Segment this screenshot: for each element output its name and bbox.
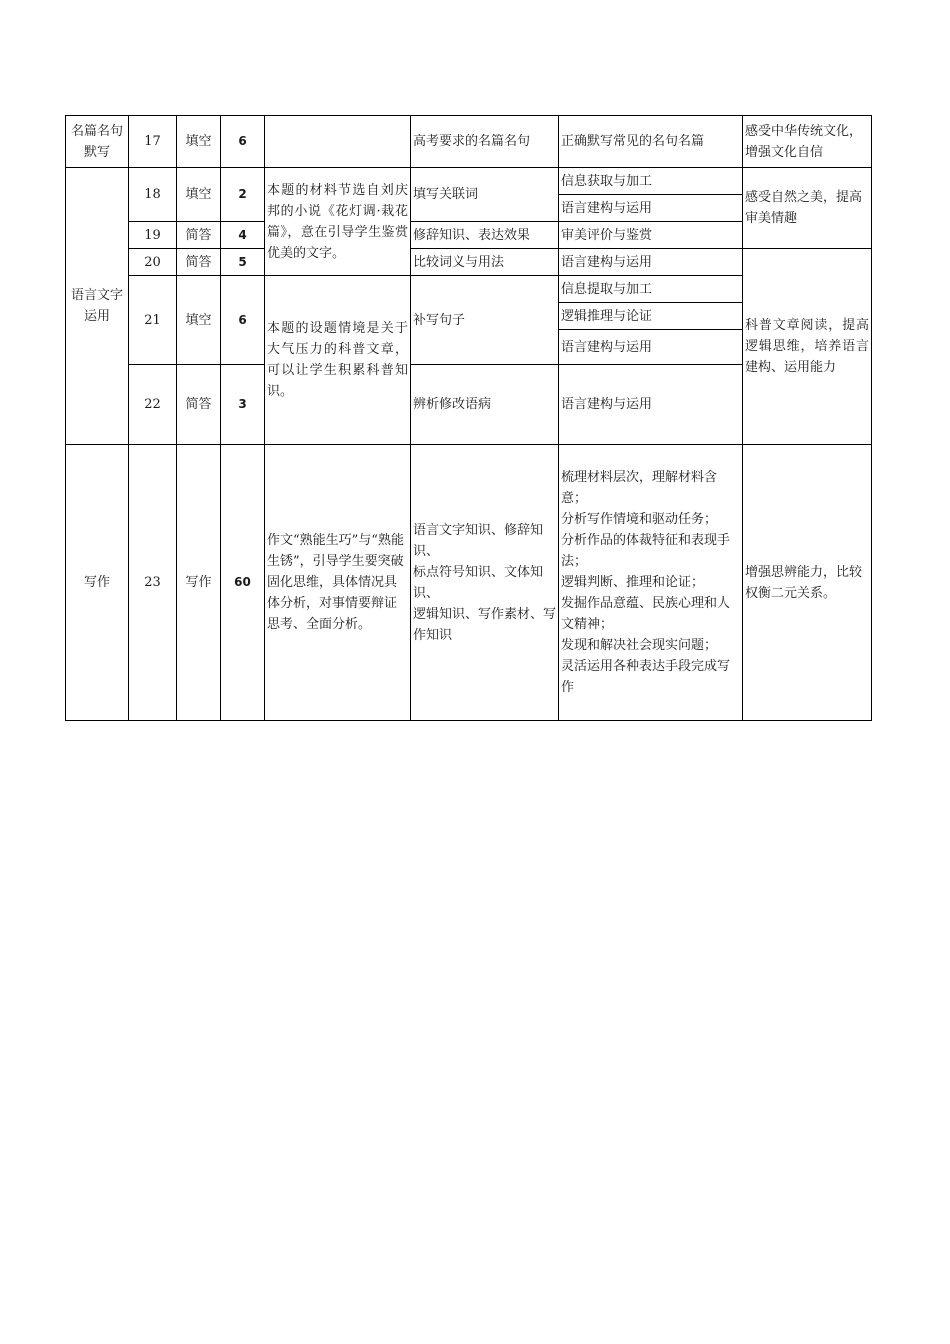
question-type: 简答 bbox=[177, 365, 221, 445]
section-cell: 语言文字运用 bbox=[66, 168, 129, 445]
question-number: 20 bbox=[129, 249, 177, 276]
question-score: 5 bbox=[221, 249, 265, 276]
goal-cell: 科普文章阅读，提高逻辑思维，培养语言建构、运用能力 bbox=[743, 249, 872, 445]
knowledge-cell bbox=[411, 445, 559, 721]
knowledge-cell: 比较词义与用法 bbox=[411, 249, 559, 276]
table-row bbox=[66, 116, 872, 168]
question-number: 22 bbox=[129, 365, 177, 445]
knowledge-line: 标点符号知识、文体知识、 bbox=[413, 564, 544, 601]
question-type: 简答 bbox=[177, 249, 221, 276]
context-cell: 本题的设题情境是关于大气压力的科普文章，可以让学生积累科普知识。 bbox=[265, 276, 411, 445]
question-type: 写作 bbox=[177, 445, 221, 721]
ability-cell: 语言建构与运用 bbox=[559, 330, 743, 365]
exam-analysis-table bbox=[65, 115, 872, 721]
question-number: 19 bbox=[129, 222, 177, 249]
goal-cell: 增强思辨能力，比较权衡二元关系。 bbox=[743, 445, 872, 721]
context-cell: 作文“熟能生巧”与“熟能生锈”，引导学生要突破固化思维，具体情况具体分析，对事情要辩证思考、全面分析。 bbox=[265, 445, 411, 721]
question-score: 3 bbox=[221, 365, 265, 445]
ability-cell: 语言建构与运用 bbox=[559, 249, 743, 276]
knowledge-cell: 修辞知识、表达效果 bbox=[411, 222, 559, 249]
ability-line: 灵活运用各种表达手段完成写作 bbox=[561, 659, 731, 695]
question-number: 21 bbox=[129, 276, 177, 365]
context-cell: 本题的材料节选自刘庆邦的小说《花灯调·栽花篇》，意在引导学生鉴赏优美的文字。 bbox=[265, 168, 411, 276]
question-score: 6 bbox=[221, 276, 265, 365]
question-number: 17 bbox=[129, 116, 177, 168]
ability-cell: 逻辑推理与论证 bbox=[559, 303, 743, 330]
question-score: 4 bbox=[221, 222, 265, 249]
ability-cell bbox=[559, 445, 743, 721]
knowledge-line: 逻辑知识、写作素材、写作知识 bbox=[413, 606, 557, 643]
ability-line: 梳理材料层次，理解材料含意； bbox=[561, 470, 718, 506]
knowledge-cell: 补写句子 bbox=[411, 276, 559, 365]
ability-cell: 正确默写常见的名句名篇 bbox=[559, 116, 743, 168]
question-type: 填空 bbox=[177, 276, 221, 365]
question-score: 2 bbox=[221, 168, 265, 222]
ability-cell: 信息获取与加工 bbox=[559, 168, 743, 195]
ability-line: 逻辑判断、推理和论证； bbox=[561, 575, 705, 590]
table-row bbox=[66, 445, 872, 721]
context-cell bbox=[265, 116, 411, 168]
ability-line: 分析写作情境和驱动任务； bbox=[561, 512, 718, 527]
question-number: 18 bbox=[129, 168, 177, 222]
question-score: 6 bbox=[221, 116, 265, 168]
question-type: 填空 bbox=[177, 116, 221, 168]
goal-cell: 感受自然之美，提高审美情趣 bbox=[743, 168, 872, 249]
goal-cell: 感受中华传统文化，增强文化自信 bbox=[743, 116, 872, 168]
section-cell: 名篇名句默写 bbox=[66, 116, 129, 168]
section-cell: 写作 bbox=[66, 445, 129, 721]
question-type: 填空 bbox=[177, 168, 221, 222]
ability-line: 分析作品的体裁特征和表现手法； bbox=[561, 533, 731, 569]
ability-line: 发掘作品意蕴、民族心理和人文精神； bbox=[561, 596, 731, 632]
question-type: 简答 bbox=[177, 222, 221, 249]
ability-cell: 审美评价与鉴赏 bbox=[559, 222, 743, 249]
knowledge-cell: 辨析修改语病 bbox=[411, 365, 559, 445]
table-row bbox=[66, 168, 872, 195]
question-score: 60 bbox=[221, 445, 265, 721]
question-number: 23 bbox=[129, 445, 177, 721]
ability-cell: 信息提取与加工 bbox=[559, 276, 743, 303]
knowledge-cell: 高考要求的名篇名句 bbox=[411, 116, 559, 168]
knowledge-cell: 填写关联词 bbox=[411, 168, 559, 222]
table-row bbox=[66, 249, 872, 276]
knowledge-line: 语言文字知识、修辞知识、 bbox=[413, 522, 544, 559]
ability-cell: 语言建构与运用 bbox=[559, 195, 743, 222]
ability-cell: 语言建构与运用 bbox=[559, 365, 743, 445]
ability-line: 发现和解决社会现实问题； bbox=[561, 638, 718, 653]
